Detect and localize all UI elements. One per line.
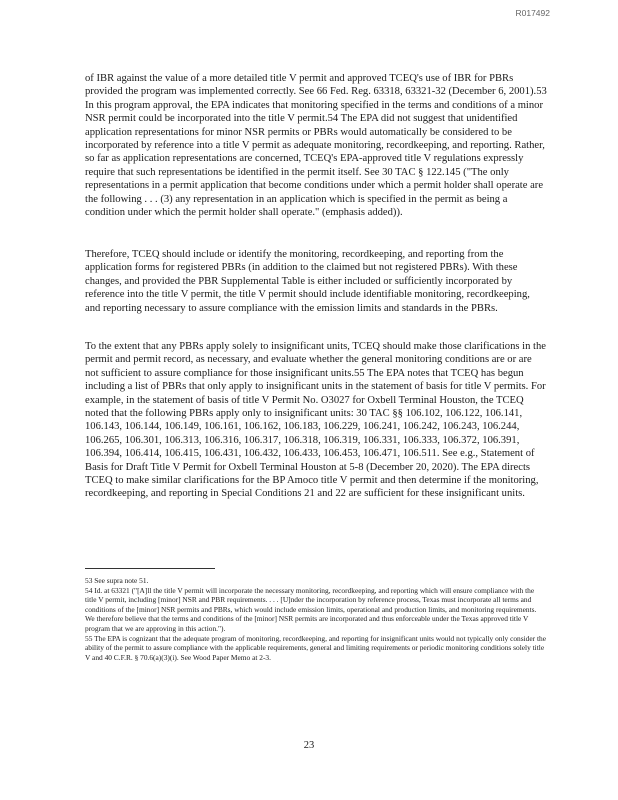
- paragraph-ibr-approval: of IBR against the value of a more detailed title V permit and approved TCEQ's use of IBR for PBRs provided the program was implemented correctly. See 66 Fed. Reg. 63318, 63321-32 (December 6, 2001).53 In this program approval, the EPA indicates that monitoring specified in the terms and conditions of a minor NSR permit could be incorporated into the title V permit.54 The EPA did not suggest that unidentified application representations for minor NSR permits or PBRs would automatically be considered to be incorporated by reference into a title V permit as adequate monitoring, recordkeeping, and reporting. Rather, so far as application representations are concerned, TCEQ's EPA-approved title V regulations expressly require that such representations be identified in the permit itself. See 30 TAC § 122.145 ("The only representations in a permit application that become conditions under which a permit holder shall operate are the following . . . (3) any representation in an application which is specified in the permit as being a condition under which the permit holder shall operate." (emphasis added)).: [85, 73, 547, 219]
- footnote-53: 53 See supra note 51.: [85, 576, 149, 585]
- footnotes: [85, 576, 547, 662]
- page-number: 23: [303, 740, 315, 751]
- paragraph-therefore: Therefore, TCEQ should include or identify the monitoring, recordkeeping, and reporting from the application forms for registered PBRs (in addition to the claimed but not registered PBRs). With these changes, and provided the PBR Supplemental Table is either included or sufficiently incorporated by reference into the title V permit, the title V permit should include identifiable monitoring, recordkeeping, and reporting necessary to assure compliance with the emission limits and standards in the PBRs.: [85, 249, 530, 314]
- paragraph-insignificant-units: To the extent that any PBRs apply solely to insignificant units, TCEQ should make those clarifications in the permit and permit record, as necessary, and evaluate whether the general monitoring conditions are or are not sufficient to assure compliance for those insignificant units.55 The EPA notes that TCEQ has begun including a list of PBRs that only apply to insignificant units in the statement of basis for title V permits. For example, in the statement of basis of title V Permit No. O3027 for Oxbell Terminal Houston, the TCEQ noted that the following PBRs apply only to insignificant units: 30 TAC §§ 106.102, 106.122, 106.141, 106.143, 106.144, 106.149, 106.161, 106.162, 106.183, 106.229, 106.241, 106.242, 106.243, 106.244, 106.265, 106.301, 106.313, 106.316, 106.317, 106.318, 106.319, 106.331, 106.333, 106.372, 106.391, 106.394, 106.414, 106.415, 106.431, 106.432, 106.433, 106.453, 106.471, 106.511. See e.g., Statement of Basis for Draft Title V Permit for Oxbell Terminal Houston at 5-8 (December 20, 2020). The EPA directs TCEQ to make similar clarifications for the BP Amoco title V permit and then determine if the monitoring, recordkeeping, and reporting in Special Conditions 21 and 22 are sufficient for these insignificant units.: [85, 341, 546, 500]
- footnote-divider: [85, 568, 215, 569]
- bates-number: R017492: [515, 8, 550, 18]
- footnote-54: 54 Id. at 63321 ("[A]ll the title V permit will incorporate the necessary monitoring, recordkeeping, and reporting which will ensure compliance with the title V permit, including [minor] NSR and PBR requirements. . . . [U]nder the incorporation by reference process, Texas must incorporate all terms and conditions of the [minor] NSR permits and PBRs, which would include emission limits, operational and production limits, and monitoring requirements. We therefore believe that the terms and conditions of the [minor] NSR permits are incorporated and thus enforceable under the Texas approved title V program that we are approving in this action.").: [85, 585, 537, 633]
- footnote-55: 55 The EPA is cognizant that the adequate program of monitoring, recordkeeping, and reporting for insignificant units would not typically only consider the ability of the permit to assure compliance with the applicable requirements, general and limiting requirements or periodic monitoring conditions solely title V and 40 C.F.R. § 70.6(a)(3)(i). See Wood Paper Memo at 2-3.: [85, 633, 546, 662]
